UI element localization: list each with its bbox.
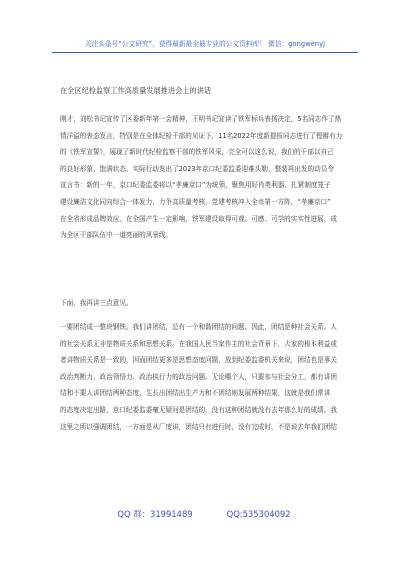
- paragraph-2: [60, 295, 364, 312]
- header-banner: 关注头条号“公文研究”，获得最新最全最专业的公文资料库！ 微信：gongwenyj: [84, 40, 326, 48]
- paragraph-line: 建设廉洁文化同向综合一体发力，力争高质量考核、党建考核冲入全市第一方阵，“孝廉京口”: [60, 197, 331, 206]
- footer: [0, 508, 408, 520]
- paragraph-line: 情洋溢的表态发言，特别是在全体纪检干部的见证下，11名2022年度新提拔同志进行了铿锵有力: [60, 131, 343, 140]
- paragraph-line: 的良好形象、饱满状态、实际行动发出了2023年京口纪委监委迎难头勒，整装再出发的动员令: [60, 164, 334, 173]
- paragraph-line: 下面，我再讲三点意见。: [60, 299, 133, 307]
- header-rule: [52, 52, 358, 53]
- paragraph-1: [60, 111, 364, 244]
- footer-qq: QQ:535304092: [226, 509, 291, 519]
- paragraph-3: [60, 319, 364, 435]
- paragraph-line: 政治判断力、政治领悟力、政治执行力的政治问题。无论哪个人，只要参与社会分工，都有讲团: [60, 372, 337, 381]
- paragraph-line: 这里之所以强调团结，一方面是从厂度讲，团结只有进行时，没有完成时，不是说去年我们团结: [60, 422, 337, 431]
- paragraph-line: 为全区干部队伍中一道亮丽的风景线。: [60, 231, 173, 240]
- paragraph-line: 结和不要人讲团结两种态度，生长出团结出生产力和不团结则发展两种结果，这就是我们常讲: [60, 389, 331, 398]
- paragraph-line: 的社会关系无非是物质关系和思想关系。在我国人民当家作主的社会背景下，大家的根本利益或: [60, 339, 337, 348]
- paragraph-line: 的态度决定出路，京口纪委监委毫无疑问是团结的，没有这种团结就没有去年那么好的成绩。我: [60, 405, 337, 414]
- paragraph-line: 在全省形成品牌效应、在全国产生一定影响，铁军建设取得可观、可感、可学的实实性进展，成: [60, 214, 337, 223]
- paragraph-line: 刚才，刘松书记宣传了区委新年第一会精神，王明书记宣读了铁军标兵表扬决定，5名同志作了热: [60, 115, 342, 123]
- paragraph-line: 的《铁军宣誓》，展现了新时代纪检监察干部的铁军风采，完全可以这么说，我们的干部以自己: [60, 148, 334, 157]
- paragraph-line: 宣言书：新的一年，京口纪委监委将以“孝廉京口”为统领，聚焦用好肖勇利器、扎紧制度笼子: [60, 181, 331, 190]
- document-title: 在全区纪检监察工作高质量发展推进会上的讲话: [60, 86, 211, 95]
- paragraph-line: 者讲物质关系是一致的，因而团结更多是思想态度问题，放到纪委监委机关来说，团结也是事关: [60, 356, 337, 365]
- footer-qq-group: QQ 群：31991489: [117, 509, 193, 519]
- paragraph-line: 一要团结成一整块钢铁。我们讲团结，总有一个和谐团结的问题。因此，团结是种社会关系。人: [60, 323, 337, 331]
